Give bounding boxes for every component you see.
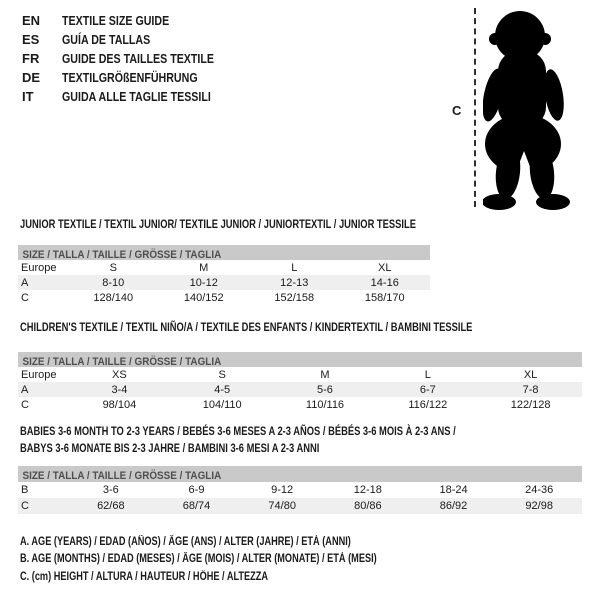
value-cell: 8-10: [102, 276, 125, 289]
value-cell: 116/122: [408, 398, 448, 411]
size-header-label: SIZE / TALLA / TAILLE / GRÖSSE / TAGLIA: [22, 356, 222, 368]
table-row: [18, 498, 582, 514]
value-cell: 6-9: [188, 484, 205, 496]
value-cell: 5-6: [317, 383, 333, 396]
table-row: [18, 275, 430, 290]
size-cell: L: [291, 261, 298, 274]
value-cell: 6-7: [419, 383, 436, 396]
value-cell: 74/80: [268, 500, 296, 512]
footnote-a: A. AGE (YEARS) / EDAD (AÑOS) / ÂGE (ANS) / ALTER (JAHRE) / ETÀ (ANNI): [20, 535, 351, 548]
value-cell: 3-6: [102, 484, 119, 496]
language-title: GUÍA DE TALLAS: [62, 32, 151, 47]
value-cell: 122/128: [510, 398, 551, 411]
row-label: A: [21, 383, 29, 396]
table-row: [18, 367, 582, 382]
table-row: [18, 482, 582, 498]
table-row: [18, 290, 430, 305]
size-header-bar: [18, 352, 582, 367]
row-label: Europe: [21, 261, 57, 274]
value-cell: 14-16: [370, 276, 399, 289]
section-children: [18, 320, 582, 415]
value-cell: 12-13: [280, 276, 309, 289]
language-code: FR: [22, 51, 40, 66]
language-row: [22, 87, 247, 106]
value-cell: 24-36: [525, 484, 554, 496]
row-label: B: [21, 484, 29, 496]
language-title: GUIDA ALLE TAGLIE TESSILI: [62, 89, 211, 104]
size-cell: XL: [523, 368, 538, 381]
row-label: C: [21, 291, 29, 304]
footnote-b: B. AGE (MONTHS) / EDAD (MESES) / ÂGE (MOIS) / ALTER (MONATE) / ETÀ (MESI): [20, 553, 377, 566]
language-code: IT: [22, 89, 34, 104]
row-label: A: [21, 276, 29, 289]
size-header-label: SIZE / TALLA / TAILLE / GRÖSSE / TAGLIA: [22, 249, 222, 261]
row-label: C: [21, 500, 29, 512]
section-title: BABIES 3-6 MONTH TO 2-3 YEARS / BEBÉS 3-6 MESES A 2-3 AÑOS / BÉBÉS 3-6 MOIS À 2-3 ANS /: [20, 424, 456, 438]
row-label: Europe: [21, 368, 57, 381]
language-row: [22, 11, 247, 30]
section-title: CHILDREN'S TEXTILE / TEXTIL NIÑO/A / TEXTILE DES ENFANTS / KINDERTEXTIL / BAMBINI TESSILE: [20, 320, 473, 334]
value-cell: 158/170: [364, 291, 405, 304]
footnotes: [20, 533, 466, 586]
value-cell: 128/140: [93, 291, 134, 304]
value-cell: 10-12: [189, 276, 218, 289]
row-label: C: [21, 398, 29, 411]
value-cell: 110/116: [305, 398, 345, 411]
height-measure-line: [474, 8, 476, 207]
size-header-bar: [18, 466, 582, 482]
size-cell: L: [424, 368, 431, 381]
value-cell: 3-4: [111, 383, 128, 396]
section-title: JUNIOR TEXTILE / TEXTIL JUNIOR/ TEXTILE JUNIOR / JUNIORTEXTIL / JUNIOR TESSILE: [20, 217, 416, 231]
size-cell: XS: [112, 368, 127, 381]
size-cell: S: [109, 261, 117, 274]
value-cell: 80/86: [354, 500, 382, 512]
height-measure-label: C: [452, 103, 462, 118]
language-code: EN: [22, 13, 41, 28]
size-cell: M: [320, 368, 330, 381]
baby-silhouette-icon: [483, 5, 583, 210]
table-row: [18, 260, 430, 275]
language-row: [22, 68, 247, 87]
size-header-label: SIZE / TALLA / TAILLE / GRÖSSE / TAGLIA: [22, 470, 222, 482]
value-cell: 140/152: [183, 291, 224, 304]
value-cell: 152/158: [274, 291, 315, 304]
language-row: [22, 30, 247, 49]
table-row: [18, 397, 582, 412]
value-cell: 68/74: [182, 500, 211, 512]
section-title: BABYS 3-6 MONATE BIS 2-3 JAHRE / BAMBINI 3-6 MESI A 2-3 ANNI: [20, 441, 320, 455]
value-cell: 18-24: [439, 484, 468, 496]
language-list: [22, 11, 247, 106]
language-code: ES: [22, 32, 40, 47]
value-cell: 12-18: [353, 484, 382, 496]
size-cell: XL: [378, 261, 392, 274]
language-title: TEXTILE SIZE GUIDE: [62, 13, 170, 28]
section-junior: [18, 217, 430, 307]
value-cell: 92/98: [525, 500, 553, 512]
value-cell: 98/104: [102, 398, 137, 411]
value-cell: 104/110: [202, 398, 242, 411]
table-row: [18, 382, 582, 397]
size-cell: M: [199, 261, 209, 274]
language-row: [22, 49, 247, 68]
language-title: GUIDE DES TAILLES TEXTILE: [62, 51, 215, 66]
value-cell: 86/92: [439, 500, 468, 512]
language-code: DE: [22, 70, 41, 85]
footnote-c: C. (cm) HEIGHT / ALTURA / HAUTEUR / HÖHE / ALTEZZA: [20, 570, 269, 583]
value-cell: 9-12: [271, 484, 294, 496]
value-cell: 62/68: [97, 500, 125, 512]
section-babies: [18, 424, 582, 516]
value-cell: 4-5: [214, 383, 231, 396]
value-cell: 7-8: [522, 383, 539, 396]
size-header-bar: [18, 245, 430, 260]
size-cell: S: [218, 368, 226, 381]
language-title: TEXTILGRÖßENFÜHRUNG: [62, 70, 198, 85]
